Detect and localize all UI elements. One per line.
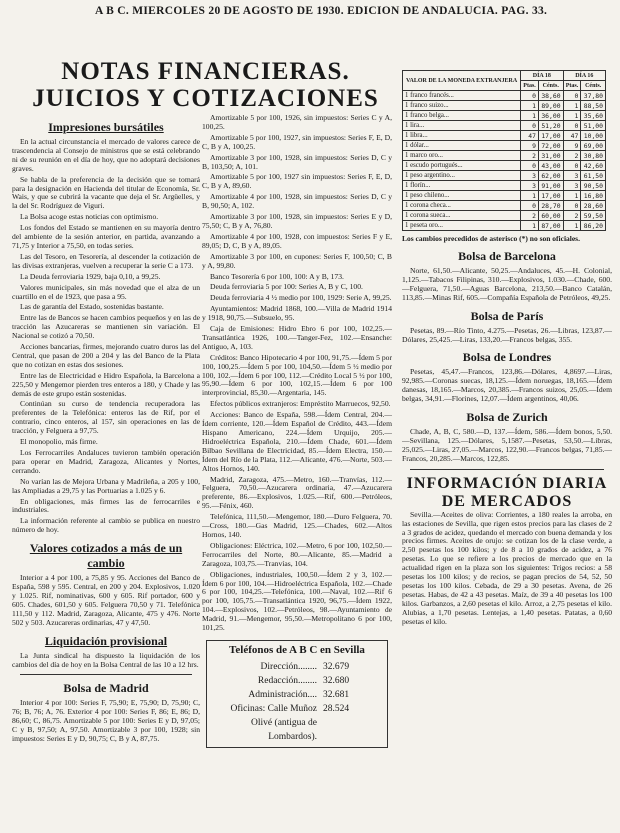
telefono-number: 32.681 — [323, 690, 350, 700]
table-cell: 28,70 — [538, 201, 563, 211]
telefono-label: Administración.... — [248, 690, 317, 700]
paragraph: Amortizable 3 por 100, en cupones: Series F, 100,50; C, B y A, 99,80. — [202, 251, 392, 270]
paragraph: Efectos públicos extranjeros: Empréstito Marruecos, 92,50. — [210, 399, 391, 409]
paragraph: Amortizable 5 por 100, 1926, sin impuestos: Series C y A, 100,25. — [202, 114, 392, 131]
table-cell: 36,00 — [538, 111, 563, 121]
telefonos-box — [206, 640, 388, 748]
table-row — [403, 101, 606, 111]
table-cell: 1 — [563, 101, 581, 111]
table-cell: 69,00 — [581, 141, 606, 151]
table-cell: 1 peso argentino... — [403, 171, 521, 181]
table-cell: 0 — [563, 91, 581, 101]
impresiones-body — [12, 138, 200, 535]
table-cell: 1 franco suizo... — [403, 101, 521, 111]
table-row — [403, 181, 606, 191]
paragraph: Los fondos del Estado se mantienen en su mayoría dentro del ambiente de la sesión anterior, en partida, avanzando a 71,75 y Interior a 75,50, en todas series. — [12, 223, 200, 250]
paragraph: Amortizable 3 por 100, 1928, sin impuestos: Series D, C y B, 103,50; A, 101. — [202, 152, 392, 171]
paris-title: Bolsa de París — [470, 308, 544, 323]
table-cell: 28,60 — [581, 201, 606, 211]
table-cell: 1 — [521, 111, 539, 121]
table-cell: 3 — [521, 181, 539, 191]
table-cell: 1 peso chileno... — [403, 191, 521, 201]
table-cell: 2 — [521, 211, 539, 221]
column-1 — [12, 114, 200, 828]
info-body: Sevilla.—Aceites de oliva: Corrientes, a 180 reales la arroba, en las estaciones de Sevilla, que rigen estos precios para las clases de 2 a 3 grados de acidez, quedando el mercado con buena demanda y los precios firmes. Aceites de orujo: se cotizan los de la clase verde, a 2,50 pesetas los 100 kilos; y de 8 a 10 grados de acidez, a 76 pesetas. Lo que se refiere a los precios de mercado que en la actualidad rigen en la plaza son los siguientes: Trigos recios: a 58 pesetas los 100 kilos; y de recios, se pagan precios de 54, 52, 50 pesetas los 100 kilos. Cebada, de 29 a 30 pesetas. Avena, de 26 pesetas. Habas, de 42 a 43 pesetas. Maíz, de 39 a 40 pesetas los 100 kilos. Garbanzos, a 2,60 pesetas el kilo. Arroz, a 2,75 pesetas el kilo. Alubias, a 1,70 pesetas. Lentejas, a 1,40 pesetas. Patatas, a 0,60 pesetas el kilo. — [402, 509, 612, 626]
table-cell: 1 peseta oro... — [403, 221, 521, 231]
table-cell: 42,60 — [581, 161, 606, 171]
paragraph: Entre las de Electricidad e Hidro Española, la Barcelona a 225,50 y Mengemor pierden tres enteros a 180, y Chade y las demás de este grupo están sostenidas. — [12, 370, 200, 398]
telefono-number: 32.679 — [323, 662, 350, 672]
table-cell: 60,00 — [538, 211, 563, 221]
valores-body: Interior a 4 por 100, a 75,85 y 95. Acciones del Banco de España, 598 y 595. Central, en 200 y 204. Explosivos, 1.020 y 1.025. Rif, nominativas, 600 y 605. Rif portador, 600 y 605. Chades, 601,50 y 605. Felguera 70,50 y 71. Telefónica 111,50 y 112. Madrid, Zaragoza, Alicante, 475 y 476. Norte 502 y 503. Azucareras ordinarias, 47 y 47,50. — [12, 573, 200, 627]
paragraph: No varían las de Mejora Urbana y Madrileña, a 205 y 100, las Ampliadas a 29,75 y las Portuarias a 1.025 y 6. — [12, 476, 200, 495]
table-head-label: VALOR DE LA MONEDA EXTRANJERA — [403, 71, 521, 91]
table-cell: 1 florín... — [403, 181, 521, 191]
paragraph: Deuda ferroviaria 4 ½ medio por 100, 1929: Serie A, 99,25. — [210, 293, 392, 303]
paragraph: Acciones: Banco de España, 598.—Ídem Central, 204.—Ídem corriente, 120.—Ídem Español de Crédito, 443.—Ídem Hispano Americano, 224.—Ídem Urquijo, 205.—Hidroeléctrica Española, 210.—Ídem Chade, 601.—Ídem Bilbao Sevillana de Electricidad, 85.—Ídem Electra, 150.—Ídem del Río de la Plata, 112.—Alicante, 476.—Norte, 503.—Altos Hornos, 140. — [202, 410, 392, 473]
paragraph: Entre las de Bancos se hacen cambios pequeños y en las de tracción las Azucareras se mantienen sin variación. El Nacional se cotizó a 70,50. — [12, 313, 200, 341]
barcelona-body: Norte, 61,50.—Alicante, 50,25.—Andaluces, 45.—H. Colonial, 1,125.—Tabacos Filipinas, 310.—Explosivos, 1.030.—Chade, 600.—Felguera, 71,50.—Aguas Barcelona, 213,50.—Banco Catalán, 113,85.—Minas Rif, 605.—Compañía Española de Petróleos, 49,25. — [402, 266, 612, 302]
table-cell: 1 — [521, 101, 539, 111]
paragraph: Amortizable 3 por 100, 1928, sin impuestos: Series E y D, 75,50; C, B y A, 76,80. — [202, 212, 392, 230]
table-row — [403, 151, 606, 161]
table-head-day2: DÍA 16 — [563, 71, 605, 81]
paragraph: Telefónica, 111,50.—Mengemor, 180.—Duro Felguera, 70.—Cross, 180.—Gas Madrid, 125.—Chades, 602.—Altos Hornos, 140. — [202, 512, 392, 539]
table-cell: 2 — [521, 151, 539, 161]
paragraph: Continúan su curso de tendencia recuperadora las preferentes de la Telefónica: enteros las de Rif, por el contrario, cinco enteros, al 157, sin operaciones en las de tracción, y Felguera a 97,75. — [12, 399, 200, 436]
zurich-body: Chade, A, B, C, 580.—D, 137.—Ídem, 586.—Ídem bonos, 5,50.—Sevillana, 125.—Dólares, 5,1587.—Pesetas, 53,50.—Libras, 25,025.—Liras, 27,05.—Marcos, 122,90.—Francos belgas, 71,85.—Francos, 20,285.—Marcos, 122,85. — [402, 427, 612, 463]
telefonos-title: Teléfonos de A B C en Sevilla — [229, 644, 365, 656]
paragraph: Créditos: Banco Hipotecario 4 por 100, 91,75.—Ídem 5 por 100, 100,25.—Ídem 5 por 100, 104,50.—Ídem 5 ½ medio por 100, 102.—Ídem 6 por 100, 112.—Crédito Local 5 ½ por 100, 95,90.—Ídem 6 por 100, 102,15.—Ídem 6 por 100 interprovincial, 85,30.—Argentaria, 145. — [202, 352, 392, 398]
table-subheader-cell: Cénts. — [538, 81, 563, 91]
impresiones-title: Impresiones bursátiles — [48, 120, 164, 134]
table-cell: 1 dólar... — [403, 141, 521, 151]
table-cell: 86,20 — [581, 221, 606, 231]
table-cell: 35,60 — [581, 111, 606, 121]
table-row — [403, 201, 606, 211]
table-cell: 1 escudo portugués... — [403, 161, 521, 171]
paragraph: La información referente al cambio se publica en nuestro número de hoy. — [12, 516, 200, 535]
paragraph: La Deuda ferroviaria 1929, baja 0,10, a 99,25. — [20, 271, 161, 281]
table-cell: 2 — [563, 151, 581, 161]
table-subheader-cell: Ptas. — [563, 81, 581, 91]
barcelona-title: Bolsa de Barcelona — [458, 249, 556, 263]
table-subheader-cell: Ptas. — [521, 81, 539, 91]
telefono-row — [213, 660, 381, 674]
table-cell: 1 corona checa... — [403, 201, 521, 211]
table-cell: 51,20 — [538, 121, 563, 131]
paragraph: El monopolio, más firme. — [20, 437, 98, 447]
info-title: INFORMACIÓN DIARIA DE MERCADOS — [406, 474, 608, 510]
table-cell: 43,00 — [538, 161, 563, 171]
table-cell: 2 — [563, 211, 581, 221]
table-row — [403, 211, 606, 221]
telefono-label: Oficinas: Calle Muñoz Olivé (antigua de Lombardos). — [230, 704, 317, 742]
table-cell: 1 — [563, 191, 581, 201]
paragraph: Madrid, Zaragoza, 475.—Metro, 160.—Tranvías, 112.—Felguera, 70,50.—Azucarera ordinaria, 47.—Azucarera preferente, 86.—Explosivos, 1.025.—Rif, 600.—Petróleos, 95.—Fénix, 460. — [202, 474, 392, 511]
paragraph: Obligaciones: Eléctrica, 102.—Metro, 6 por 100, 102,50.—Ferrocarriles del Norte, 80.—Alicante, 85.—Madrid a Zaragoza, 103,75.—Tranvías, 104. — [202, 540, 392, 568]
table-cell: 16,80 — [581, 191, 606, 201]
paragraph: Amortizable 5 por 100, 1927 sin impuestos: Series F, E, D, C, B y A, 89,60. — [202, 172, 392, 191]
table-cell: 1 libra... — [403, 131, 521, 141]
telefono-row — [213, 702, 381, 744]
table-row — [403, 141, 606, 151]
table-cell: 0 — [563, 121, 581, 131]
telefono-row — [213, 688, 381, 702]
bolsa-madrid-title: Bolsa de Madrid — [63, 681, 149, 696]
paragraph: Deuda ferroviaria 5 por 100: Series A, B y C, 100. — [210, 282, 363, 292]
table-cell: 3 — [563, 181, 581, 191]
headline: NOTAS FINANCIERAS. JUICIOS Y COTIZACIONES — [32, 58, 379, 112]
paris-body: Pesetas, 89.—Río Tinto, 4.275.—Pesetas, 26.—Libras, 123,87.—Dólares, 25,425.—Liras, 133,20.—Francos belgas, 355. — [402, 325, 612, 344]
table-cell: 0 — [563, 161, 581, 171]
table-cell: 0 — [563, 201, 581, 211]
table-cell: 59,50 — [581, 211, 606, 221]
paragraph: Banco Tesorería 6 por 100, 100: A y B, 173. — [210, 271, 344, 281]
zurich-title: Bolsa de Zurich — [466, 410, 548, 425]
table-body — [403, 91, 606, 231]
telefonos-list — [213, 660, 381, 744]
table-note: Los cambios precedidos de asterisco (*) no son oficiales. — [402, 234, 580, 243]
table-cell: 47 — [521, 131, 539, 141]
table-row — [403, 131, 606, 141]
table-cell: 1 — [563, 221, 581, 231]
table-cell: 30,80 — [581, 151, 606, 161]
paragraph: Acciones bancarias, firmes, mejorando cuatro duros las del Central, que pasan de 200 a 204 y las del Banco de la Plata que no cotizan en estas dos sesiones. — [12, 342, 200, 369]
paragraph: Amortizable 4 por 100, 1928, con impuestos: Series F y E, 89,05; D, C, B y A, 89,05. — [202, 231, 392, 250]
table-cell: 72,00 — [538, 141, 563, 151]
column-3 — [402, 56, 612, 828]
table-cell: 91,00 — [538, 181, 563, 191]
table-cell: 62,00 — [538, 171, 563, 181]
bolsa-madrid-body: Interior 4 por 100: Series F, 75,90; E, 75,90; D, 75,90; C, 76; B, 76; A, 76. Exterior 4 por 100: Series F, 86; E, 86; D, 86,60; C, 86,75. Amortizable 5 por 100: Series E y D, 97,05; C y B, 97,50; A, 97,50. Amortizable 3 por 100, 1928; sin impuestos: Series E y D, 90,75; C, B y A, 87,75. — [12, 698, 200, 744]
table-cell: 1 corona sueca... — [403, 211, 521, 221]
telefono-label: Redacción........ — [257, 676, 317, 686]
table-cell: 1 marco oro... — [403, 151, 521, 161]
paragraph: En obligaciones, más firmes las de ferrocarriles e industriales. — [12, 496, 200, 515]
table-row — [403, 191, 606, 201]
table-cell: 10,00 — [581, 131, 606, 141]
column-2 — [202, 114, 392, 828]
paragraph: Obligaciones, industriales, 100,50.—Ídem 2 y 3, 102.—Ídem 6 por 100, 104.—Hidroeléctrica Española, 102.—Chade 6 por 100, 104,25.—Telefónica, 100.—Naval, 102.—Rif 6 por 100, 105,75.—Transatlántica 1920, 96,75.—Ídem 1922, 104.—Explosivos, 102.—Petróleos, 98.—Ayuntamiento de Madrid, 91.—Mengemor, 95,50.—Metropolitano 6 por 100, 101,25. — [202, 569, 392, 633]
table-cell: 87,00 — [538, 221, 563, 231]
divider — [410, 469, 604, 470]
table-cell: 90,50 — [581, 181, 606, 191]
paragraph: Valores municipales, sin más novedad que el alza de un cuartillo en el de 1923, que pasa a 95. — [12, 282, 200, 301]
table-row — [403, 171, 606, 181]
table-cell: 31,00 — [538, 151, 563, 161]
table-cell: 1 — [563, 111, 581, 121]
table-cell: 88,50 — [581, 101, 606, 111]
column-2-body — [202, 114, 392, 634]
running-head: A B C. MIERCOLES 20 DE AGOSTO DE 1930. EDICION DE ANDALUCIA. PAG. 33. — [95, 5, 548, 17]
paragraph: Las del Tesoro, en Tesorería, al descender la cotización de las divisas extranjeras, vuelven a recuperar la serie C a 173. — [12, 251, 200, 270]
table-cell: 9 — [521, 141, 539, 151]
table-cell: 0 — [521, 161, 539, 171]
telefono-label: Dirección........ — [260, 662, 317, 672]
table-cell: 38,60 — [538, 91, 563, 101]
table-cell: 1 — [521, 191, 539, 201]
table-cell: 0 — [521, 121, 539, 131]
liquidacion-body: La Junta sindical ha dispuesto la liquidación de los cambios del día de hoy en la Bolsa Central de las 10 a 12 hrs. — [12, 650, 200, 669]
valores-title: Valores cotizados a más de un cambio — [29, 541, 183, 571]
telefono-row — [213, 674, 381, 688]
table-head-day1: DÍA 18 — [521, 71, 563, 81]
paragraph: Las de garantía del Estado, sostenidas bastante. — [20, 302, 164, 312]
table-cell: 47 — [563, 131, 581, 141]
paragraph: Ayuntamientos: Madrid 1868, 100.—Villa de Madrid 1914 y 1918, 90,75.—Subsuelo, 95. — [202, 304, 392, 323]
currency-table — [402, 70, 606, 231]
table-cell: 1 lira... — [403, 121, 521, 131]
table-cell: 0 — [521, 201, 539, 211]
londres-title: Bolsa de Londres — [462, 350, 552, 365]
table-cell: 61,50 — [581, 171, 606, 181]
table-cell: 37,80 — [581, 91, 606, 101]
telefono-number: 28.524 — [323, 704, 350, 714]
table-row — [403, 161, 606, 171]
table-cell: 9 — [563, 141, 581, 151]
table-cell: 17,00 — [538, 131, 563, 141]
table-cell: 1 — [521, 221, 539, 231]
liquidacion-title: Liquidación provisional — [44, 633, 168, 648]
table-row — [403, 221, 606, 231]
telefono-number: 32.680 — [323, 676, 350, 686]
table-cell: 3 — [521, 171, 539, 181]
paragraph: La Bolsa acoge estas noticias con optimismo. — [20, 212, 159, 222]
table-cell: 17,00 — [538, 191, 563, 201]
paragraph: Caja de Emisiones: Hidro Ebro 6 por 100, 102,25.—Transatlántica 1926, 100.—Tanger-Fez, 102.—Ensanche: Antiguo, A, 103. — [202, 324, 392, 351]
table-cell: 1 franco francés... — [403, 91, 521, 101]
table-subheader-cell: Cénts. — [581, 81, 606, 91]
table-cell: 3 — [563, 171, 581, 181]
table-row — [403, 121, 606, 131]
divider — [20, 674, 192, 675]
table-cell: 1 franco belga... — [403, 111, 521, 121]
paragraph: Se habla de la preferencia de la decisión que se tomará para la designación en Hacienda del titular de Economía, Sr. Wais, y que se cubrirá la vacante que deja el Sr. Argüelles, y la del Sr. Rodríguez de Viguri. — [12, 174, 200, 211]
londres-body: Pesetas, 45,47.—Francos, 123,86.—Dólares, 4,8697.—Liras, 92,985.—Coronas suecas, 18,125.—Ídem noruegas, 18,165.—Ídem danesas, 18,165.—Marcos, 20,385.—Francos suizos, 25,05.—Ídem belgas, 34,91.—Florines, 12,07.—Ídem argentinos, 40,06. — [402, 367, 612, 404]
table-row — [403, 111, 606, 121]
paragraph: En la actual circunstancia el mercado de valores carece de trascendencia al Consejo de ministros que se está celebrando ni de su reunión en el día de hoy, que no adoptará decisiones graves. — [12, 137, 200, 173]
table-cell: 51,00 — [581, 121, 606, 131]
paragraph: Amortizable 4 por 100, 1928, sin impuestos: Series D, C y B, 90,50; A, 102. — [202, 192, 392, 211]
paragraph: Amortizable 5 por 100, 1927, sin impuestos: Series F, E, D, C, B y A, 100,25. — [202, 132, 392, 151]
table-row — [403, 91, 606, 101]
table-cell: 89,00 — [538, 101, 563, 111]
paragraph: Los Ferrocarriles Andaluces tuvieron también operación para operar en Madrid, Zaragoza, Alicantes y Nortes, cerrando. — [12, 448, 200, 475]
table-cell: 0 — [521, 91, 539, 101]
